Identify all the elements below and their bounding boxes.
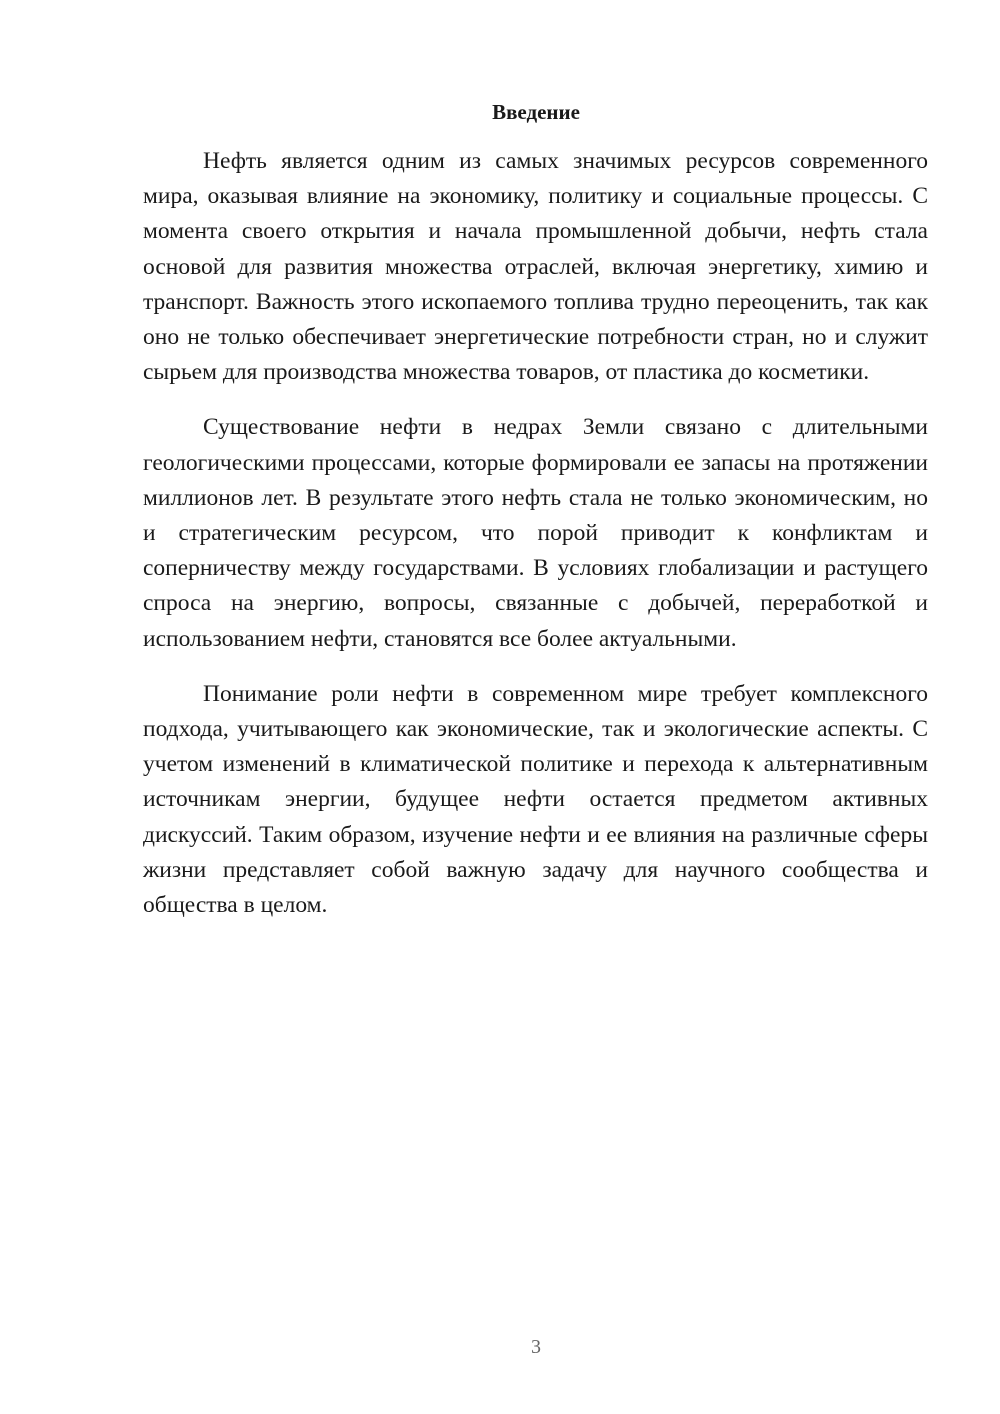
paragraph-3: Понимание роли нефти в современном мире требует комплексного подхода, учитывающего как экономические, так и экологические аспекты. С учетом изменений в климатической политике и перехода к альтернативным источникам энергии, будущее нефти остается предметом активных дискуссий. Таким образом, изучение нефти и ее влияния на различные сферы жизни представляет собой важную задачу для научного сообщества и общества в целом.: [143, 680, 928, 919]
paragraph-1: Нефть является одним из самых значимых ресурсов современного мира, оказывая влияние на экономику, политику и социальные процессы. С момента своего открытия и начала промышленной добычи, нефть стала основой для развития множества отраслей, включая энергетику, химию и транспорт. Важность этого ископаемого топлива трудно переоценить, так как оно не только обеспечивает энергетические потребности стран, но и служит сырьем для производства множества товаров, от пластика до косметики.: [143, 148, 928, 386]
paragraph-2: Существование нефти в недрах Земли связано с длительными геологическими процессами, которые формировали ее запасы на протяжении миллионов лет. В результате этого нефть стала не только экономическим, но и стратегическим ресурсом, что порой приводит к конфликтам и соперничеству между государствами. В условиях глобализации и растущего спроса на энергию, вопросы, связанные с добычей, переработкой и использованием нефти, становятся все более актуальными.: [143, 414, 928, 652]
page-number: 3: [531, 1336, 541, 1358]
page-title: Введение: [492, 100, 580, 124]
body-text: [143, 144, 928, 943]
